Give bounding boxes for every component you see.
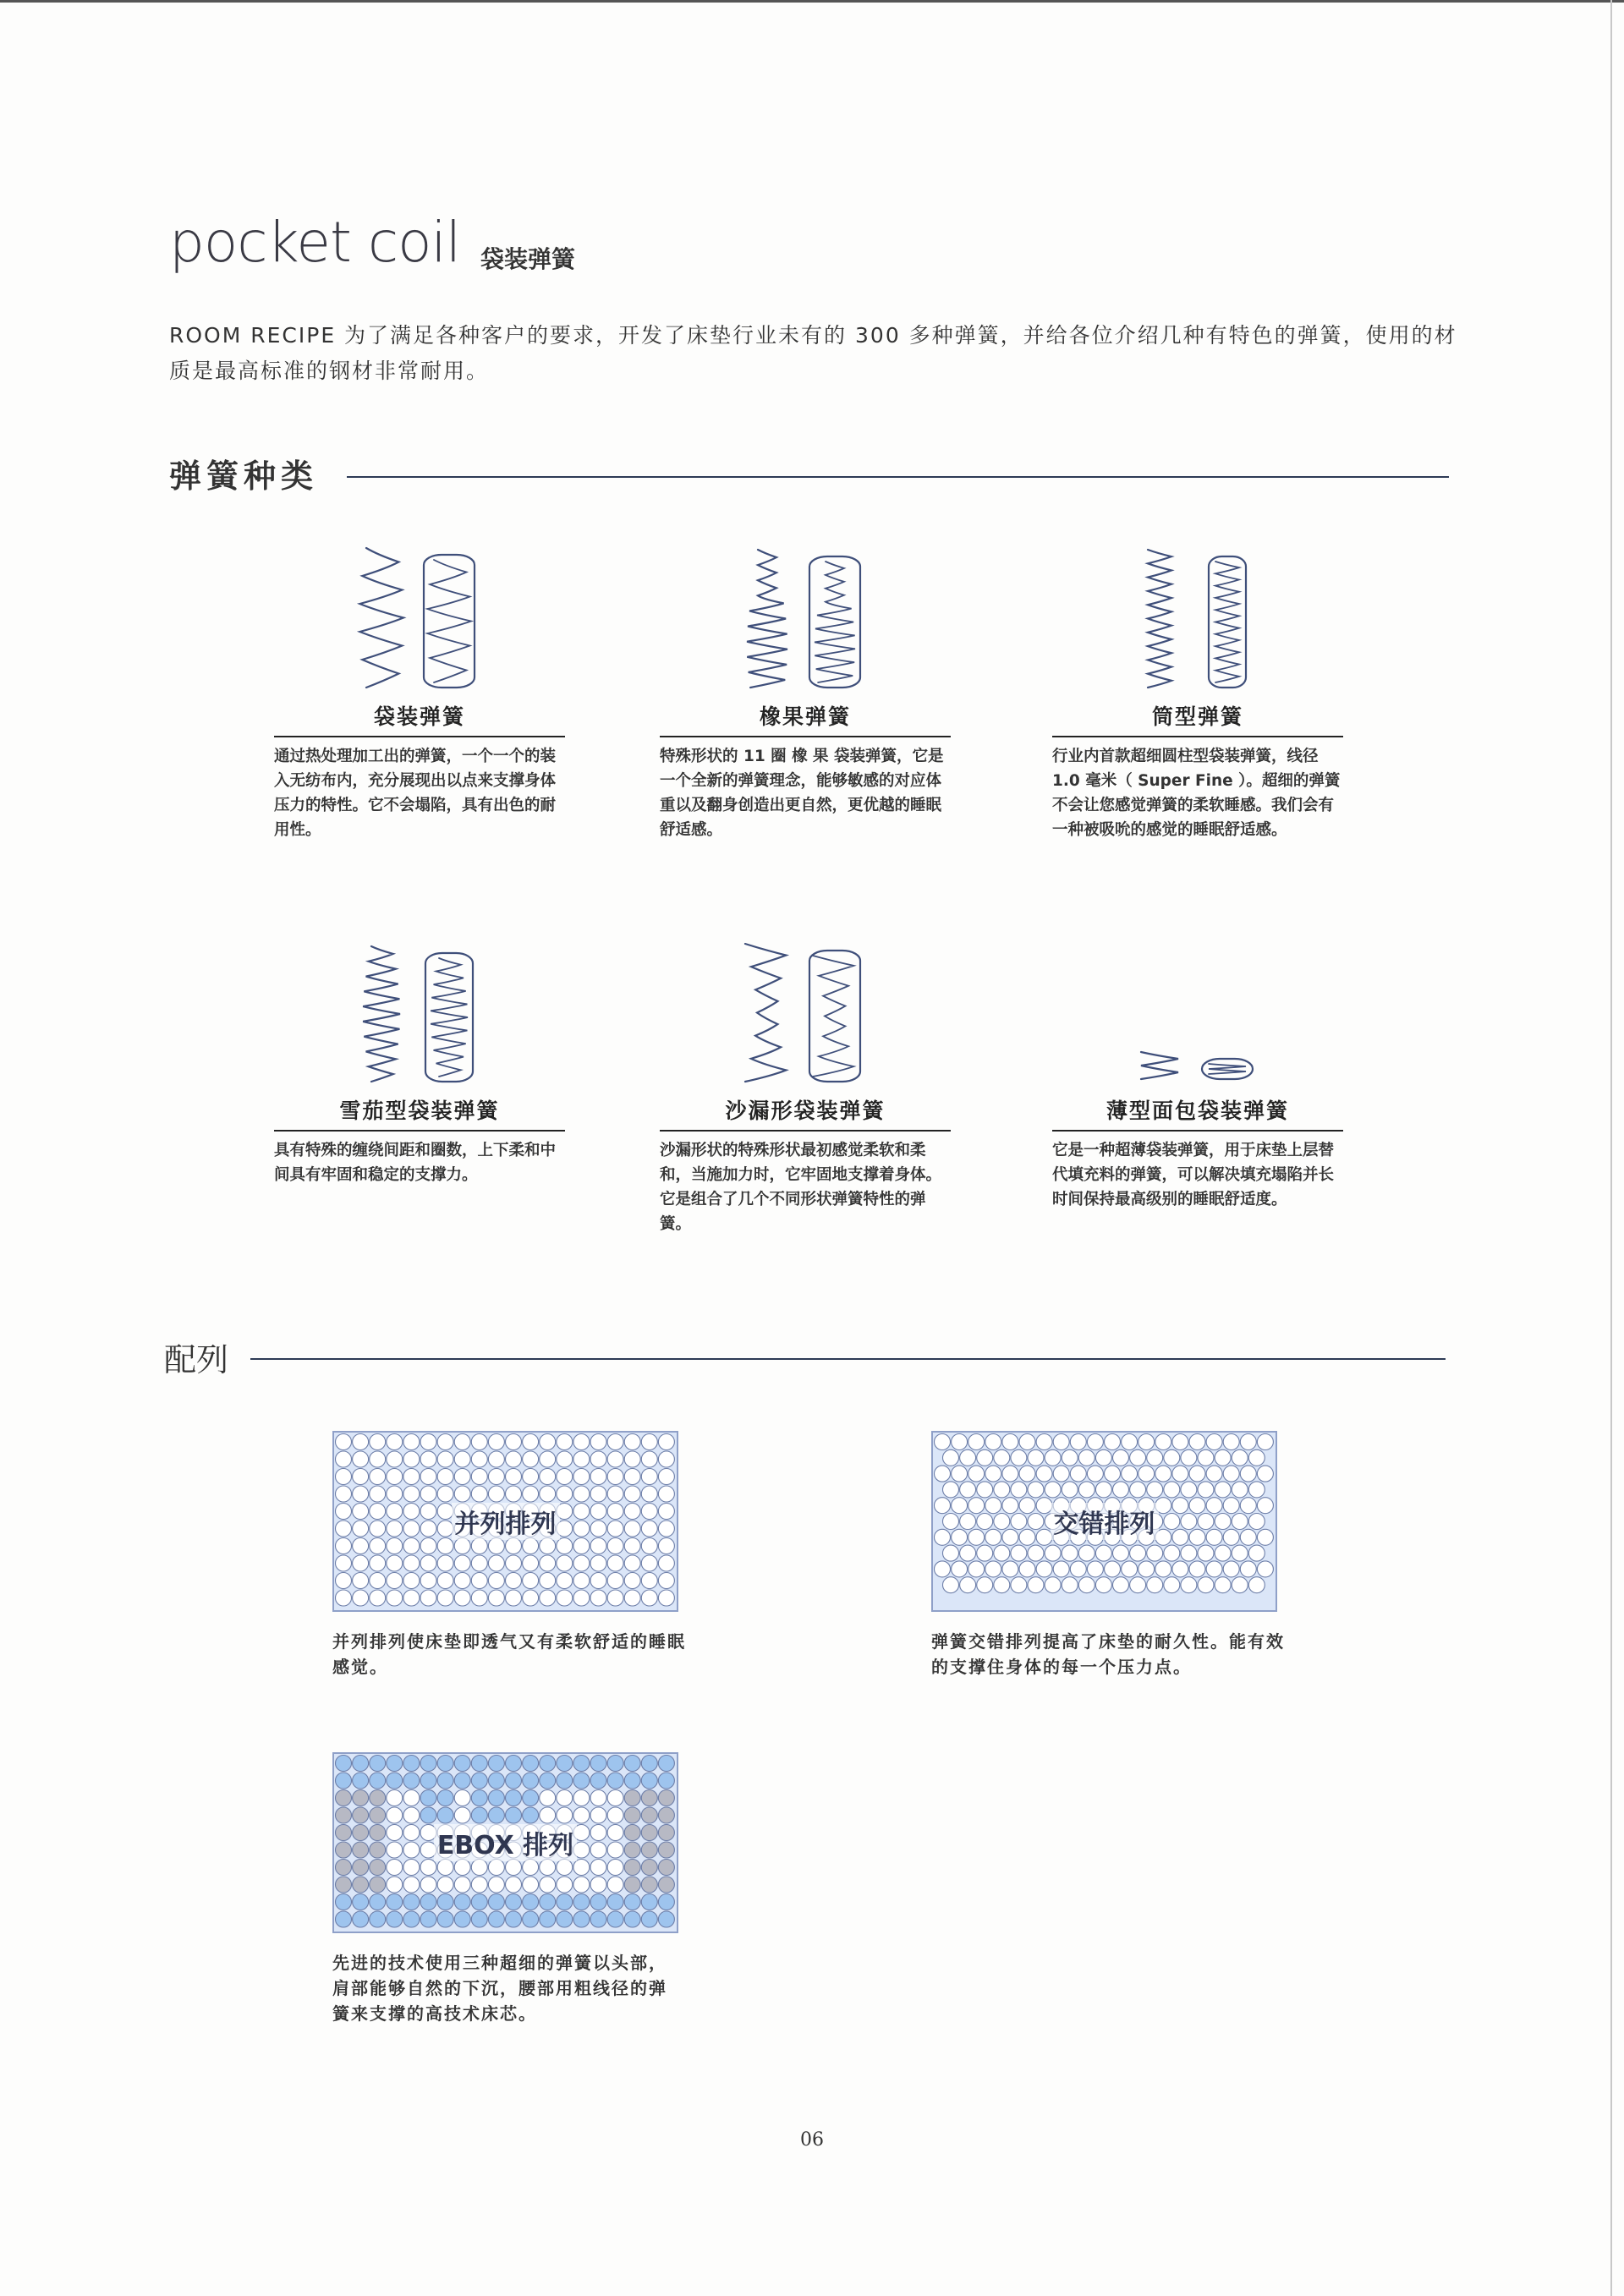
intro-paragraph: ROOM RECIPE 为了满足各种客户的要求，开发了床垫行业未有的 300 多种弹簧，并给各位介绍几种有特色的弹簧，使用的材质是最高标准的钢材非常耐用。 [169, 323, 1457, 383]
coil-drawing [745, 944, 860, 1082]
bare-coil [359, 548, 403, 688]
spring-name: 筒型弹簧 [1052, 700, 1343, 737]
bare-coil [745, 944, 786, 1082]
section-rule-springs [347, 476, 1449, 478]
page-subtitle: 袋装弹簧 [480, 245, 576, 273]
pocket-sleeve [424, 555, 475, 688]
spring-name: 橡果弹簧 [660, 700, 951, 737]
spring-card-thin [1045, 925, 1350, 1212]
spring-card-pocket [267, 531, 572, 842]
parallel-grid-diagram [332, 1431, 678, 1612]
spring-card-acorn [653, 531, 957, 842]
coil-drawing [363, 946, 473, 1082]
bare-coil [1141, 1052, 1178, 1079]
grid-label: 交错排列 [1051, 1503, 1159, 1540]
pocketed-coil [1209, 1064, 1246, 1074]
section-heading-layout: 配列 [164, 1341, 229, 1378]
pocket-spring-icon [335, 531, 504, 700]
scan-edge-right [1610, 0, 1612, 2296]
cigar-spring-icon [335, 925, 504, 1094]
grid-label: EBOX 排列 [434, 1824, 577, 1861]
hourglass-spring-icon [721, 925, 890, 1094]
grid-description: 弹簧交错排列提高了床垫的耐久性。能有效的支撑住身体的每一个压力点。 [931, 1631, 1285, 1677]
pocketed-coil [813, 956, 853, 1077]
spring-card-hourglass [653, 925, 957, 1236]
spring-card-tube [1045, 531, 1350, 842]
grid-description: 并列排列使床垫即透气又有柔软舒适的睡眠感觉。 [332, 1631, 686, 1677]
staggered-grid-diagram [931, 1431, 1277, 1612]
spring-description: 具有特殊的缠绕间距和圈数，上下柔和中间具有牢固和稳定的支撑力。 [274, 1142, 557, 1184]
spring-description: 行业内首款超细圆柱型袋装弹簧，线径 1.0 毫米（ Super Fine ）。超细的弹簧不会让您感觉弹簧的柔软睡感。我们会有一种被吸吮的感觉的睡眠舒适感。 [1052, 748, 1341, 839]
spring-description: 它是一种超薄袋装弹簧，用于床垫上层替代填充料的弹簧，可以解决填充塌陷并长时间保持最高级别的睡眠舒适度。 [1052, 1142, 1335, 1208]
scan-edge-top [0, 0, 1624, 3]
grid-label: 并列排列 [452, 1503, 560, 1540]
pocketed-coil [815, 562, 855, 682]
spring-description: 沙漏形状的特殊形状最初感觉柔软和柔和，当施加力时，它牢固地支撑着身体。它是组合了几个不同形状弹簧特性的弹簧。 [660, 1142, 942, 1233]
thin-spring-icon [1113, 925, 1282, 1094]
spring-description: 特殊形状的 11 圈 橡 果 袋装弹簧，它是一个全新的弹簧理念，能够敏感的对应体重以及翻身创造出更自然，更优越的睡眠舒适感。 [660, 748, 944, 839]
page-title: pocket coil [169, 210, 461, 275]
spring-name: 雪茄型袋装弹簧 [274, 1094, 565, 1132]
pocketed-coil [427, 560, 471, 682]
grid-description: 先进的技术使用三种超细的弹簧以头部，肩部能够自然的下沉，腰部用粗线径的弹簧来支撑的高技术床芯。 [332, 1953, 667, 2024]
acorn-spring-icon [721, 531, 890, 700]
coil-drawing [359, 548, 475, 688]
section-rule-layout [250, 1358, 1446, 1360]
tube-spring-icon [1113, 531, 1282, 700]
coil-drawing [1148, 550, 1246, 688]
bare-coil [1148, 550, 1171, 688]
pocketed-coil [1215, 562, 1239, 682]
spring-name: 袋装弹簧 [274, 700, 565, 737]
coil-drawing [1141, 1052, 1253, 1079]
section-heading-springs: 弹簧种类 [169, 458, 319, 495]
pocketed-coil [431, 958, 468, 1077]
spring-card-cigar [267, 925, 572, 1187]
coil-drawing [747, 550, 860, 688]
page-number: 06 [800, 2129, 824, 2151]
bare-coil [747, 550, 787, 688]
spring-name: 沙漏形袋装弹簧 [660, 1094, 951, 1132]
bare-coil [363, 946, 400, 1082]
spring-name: 薄型面包袋装弹簧 [1052, 1094, 1343, 1132]
spring-description: 通过热处理加工出的弹簧，一个一个的装入无纺布内，充分展现出以点来支撑身体压力的特性。它不会塌陷，具有出色的耐用性。 [274, 748, 557, 839]
ebox-grid-diagram [332, 1752, 678, 1933]
